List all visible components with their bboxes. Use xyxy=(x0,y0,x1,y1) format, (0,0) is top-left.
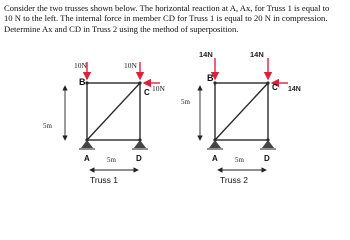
truss-1-load-left-label: 10N xyxy=(74,61,87,70)
problem-line-2: 10 N to the left. The internal force in member CD for Truss 1 is equal to 20 N in compression. xyxy=(4,13,328,24)
truss-1-members xyxy=(87,83,140,140)
truss-2-load-horizontal-label: 14N xyxy=(288,86,301,93)
truss-1-load-right-label: 10N xyxy=(124,61,137,70)
truss-2-load-right-label: 14N xyxy=(250,50,264,59)
problem-line-1: Consider the two trusses shown below. The horizontal reaction at A, Ax, for Truss 1 is equal to xyxy=(4,3,330,13)
problem-line-3: Determine Ax and CD in Truss 2 using the method of superposition. xyxy=(4,23,239,34)
truss-2-support-a xyxy=(207,140,223,149)
truss-1 xyxy=(43,61,166,185)
truss-2 xyxy=(181,50,301,185)
truss-2-members xyxy=(215,83,268,140)
truss-1-node-d: D xyxy=(136,154,142,163)
truss-1-width-label: 5m xyxy=(107,156,116,164)
truss-1-height-label: 5m xyxy=(43,122,52,130)
truss-2-node-a: A xyxy=(212,154,218,163)
truss-2-node-b: B xyxy=(207,73,214,83)
truss-1-support-d xyxy=(132,140,148,149)
truss-1-node-a: A xyxy=(84,154,90,163)
truss-2-support-d xyxy=(260,140,276,149)
truss-1-node-b: B xyxy=(79,77,86,87)
truss-2-load-left-label: 14N xyxy=(199,50,213,59)
truss-2-caption: Truss 2 xyxy=(220,175,249,185)
truss-1-load-horizontal-label: 10N xyxy=(152,84,165,93)
truss-1-node-c: C xyxy=(144,88,150,97)
truss-1-support-a xyxy=(79,140,95,149)
truss-2-width-label: 5m xyxy=(235,156,244,164)
truss-2-node-c: C xyxy=(272,83,278,92)
truss-2-height-label: 5m xyxy=(181,98,190,106)
truss-1-caption: Truss 1 xyxy=(90,175,119,185)
truss-2-node-d: D xyxy=(264,154,270,163)
